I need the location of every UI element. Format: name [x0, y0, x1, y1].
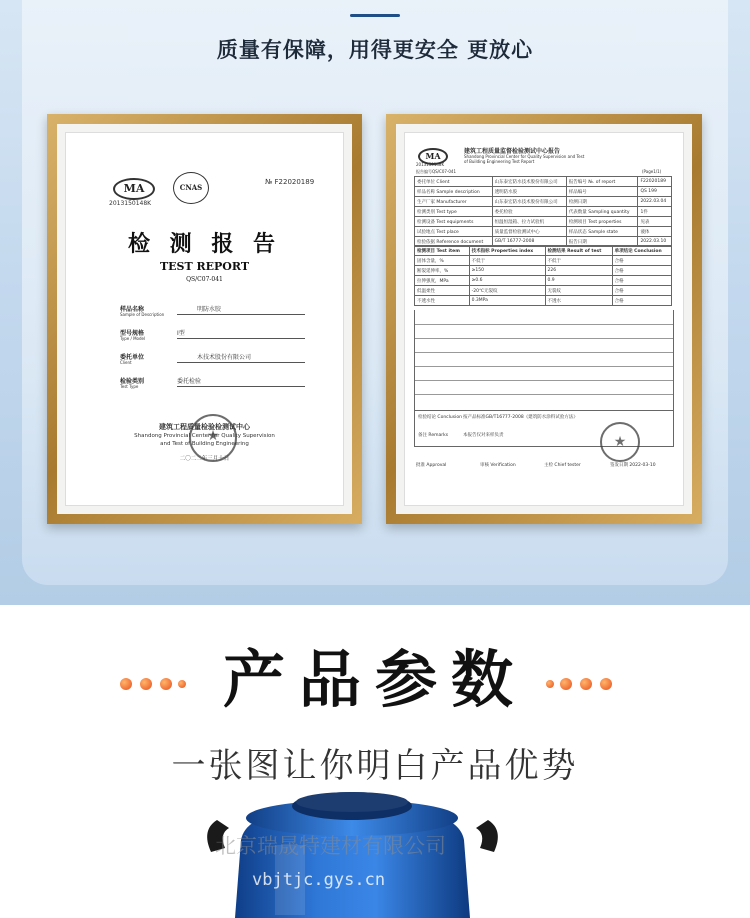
results-cell: 226	[545, 266, 612, 276]
results-cell: 不透水	[545, 296, 612, 306]
results-header-cell: 检测结果 Result of test	[545, 246, 612, 256]
sign-date: 签发日期 2022-03-10	[610, 463, 656, 468]
org-name-en-2: and Test of Building Engineering	[160, 441, 249, 447]
info-row	[415, 217, 672, 227]
info-cell: 2022.03.04	[638, 197, 672, 207]
info-cell: 报告编号 №. of report	[566, 177, 638, 187]
info-row	[415, 197, 672, 207]
conclusion-text: 按产品标准GB/T16777-2008《建筑防水涂料试验方法》	[463, 415, 578, 420]
row-line	[415, 352, 673, 353]
field-label-sample-en: Sample of Description	[120, 312, 165, 317]
cma-number: 2013150148K	[109, 200, 152, 207]
info-cell: QS 199	[638, 187, 672, 197]
info-table	[414, 176, 672, 247]
field-value-test-type-text: 委托检验	[177, 378, 202, 385]
results-cell: 合格	[612, 276, 671, 286]
cma-number: 2013150148K	[416, 162, 445, 167]
info-cell: 样品状态 Sample state	[566, 227, 638, 237]
info-cell: 恒温恒湿箱、拉力试验机	[492, 217, 566, 227]
row-line	[415, 338, 673, 339]
page-indicator: (Page1/1)	[642, 169, 662, 174]
results-cell: ≥150	[469, 266, 545, 276]
results-cell: 合格	[612, 286, 671, 296]
results-cell: 不透水性	[415, 296, 470, 306]
info-cell: 山东泰宏防水技术股份有限公司	[492, 197, 566, 207]
field-label-test-type-en: Test Type	[120, 384, 139, 389]
conclusion-label: 检验结论 Conclusion	[418, 415, 462, 420]
row-line	[415, 366, 673, 367]
results-cell: 低温柔性	[415, 286, 470, 296]
report-header-en-2: of Building Engineering Test Report	[464, 159, 535, 164]
field-value-client	[177, 352, 305, 363]
info-row	[415, 207, 672, 217]
results-header-cell: 技术指标 Properties index	[469, 246, 545, 256]
official-seal	[600, 422, 640, 462]
field-label-test-type: 检验类别	[120, 378, 145, 385]
report-code: QS/C07-041	[186, 276, 223, 283]
info-row	[415, 177, 672, 187]
site-watermark: vbjtjc.gys.cn	[252, 870, 386, 890]
info-cell: 山东泰宏防水技术股份有限公司	[492, 177, 566, 187]
info-cell: 质量监督检验测试中心	[492, 227, 566, 237]
decor-dot	[600, 678, 612, 690]
field-value-sample-text: 明防水胶	[197, 306, 222, 313]
info-row	[415, 187, 672, 197]
results-row	[415, 286, 672, 296]
sign-chief-tester: 主检 Chief tester	[544, 463, 581, 468]
remark-label: 备注 Remarks	[418, 433, 449, 438]
report-date: 二〇二二年三月十日	[179, 456, 230, 462]
results-cell: 合格	[612, 296, 671, 306]
field-label-model-en: Type / Model	[120, 336, 146, 341]
info-cell: 样品名称 Sample description	[415, 187, 493, 197]
report-header-en-1: Shandong Provincial Center for Quality Supervision and Test	[464, 154, 585, 159]
results-row	[415, 256, 672, 266]
info-cell: 试验地点 Test place	[415, 227, 493, 237]
decor-dot	[546, 680, 554, 688]
info-row	[415, 227, 672, 237]
frame-mat	[57, 124, 352, 514]
results-cell: 无裂纹	[545, 286, 612, 296]
info-cell: 检验依据 Reference document	[415, 237, 493, 247]
results-cell: 拉伸强度，MPa	[415, 276, 470, 286]
left-certificate-frame	[47, 114, 362, 524]
cma-logo: MA	[418, 148, 448, 165]
test-report-cover	[65, 132, 344, 506]
blank-rows-area	[414, 310, 674, 411]
results-table-head	[415, 246, 672, 256]
field-value-test-type	[177, 376, 305, 387]
barrel-cap	[296, 792, 408, 812]
info-cell: 见表	[638, 217, 672, 227]
cma-logo: MA	[113, 178, 155, 200]
decor-dot	[140, 678, 152, 690]
results-header-cell: 检测项目 Test item	[415, 246, 470, 256]
field-value-model-text: I型	[177, 330, 185, 337]
decor-dot	[580, 678, 592, 690]
results-cell: 0.9	[545, 276, 612, 286]
barrel-handle-right	[476, 820, 498, 852]
section-header-title: 质量有保障，用得更安全 更放心	[216, 38, 534, 62]
field-label-sample: 样品名称	[120, 306, 145, 313]
results-row	[415, 276, 672, 286]
report-number: № F22020189	[265, 178, 315, 186]
decor-dot	[120, 678, 132, 690]
field-value-model	[177, 328, 305, 339]
results-cell: 不低于	[469, 256, 545, 266]
report-title-cn: 检 测 报 告	[128, 231, 281, 257]
info-cell: 检测设备 Test equipments	[415, 217, 493, 227]
info-cell: 检测类别 Test type	[415, 207, 493, 217]
info-cell: 报告日期	[566, 237, 638, 247]
field-label-client: 委托单位	[120, 354, 145, 361]
results-cell: 合格	[612, 256, 671, 266]
test-report-detail	[404, 132, 684, 506]
sign-verification: 审核 Verification	[480, 463, 516, 468]
results-header-cell: 单项结论 Conclusion	[612, 246, 671, 256]
results-cell: 不低于	[545, 256, 612, 266]
row-line	[415, 324, 673, 325]
field-label-model: 型号规格	[120, 330, 145, 337]
remark-text: 本报告仅对来样负责	[463, 433, 504, 438]
results-cell: 合格	[612, 266, 671, 276]
results-table-body	[415, 256, 672, 306]
results-row	[415, 266, 672, 276]
info-cell: 液体	[638, 227, 672, 237]
report-number-label: 报告编号QS/C07-041	[416, 169, 456, 174]
decor-dot	[560, 678, 572, 690]
field-value-sample	[177, 304, 305, 315]
results-cell: 断裂延伸率，%	[415, 266, 470, 276]
info-cell: 透明防水胶	[492, 187, 566, 197]
info-cell: 检测日期	[566, 197, 638, 207]
decor-dots-left	[120, 678, 190, 692]
results-row	[415, 296, 672, 306]
org-name-cn: 建筑工程质量检验检测试中心	[159, 423, 250, 431]
info-cell: 1件	[638, 207, 672, 217]
results-cell: -20℃无裂纹	[469, 286, 545, 296]
decor-dots-right	[546, 678, 616, 692]
cnas-logo: CNAS	[173, 172, 209, 204]
field-value-client-text: 木技术股份有限公司	[197, 354, 252, 361]
frame-mat	[396, 124, 692, 514]
info-cell: 2022.03.10	[638, 237, 672, 247]
row-line	[415, 380, 673, 381]
results-cell: 固体含量，%	[415, 256, 470, 266]
info-table-body	[415, 177, 672, 247]
info-cell: 委托单位 Client	[415, 177, 493, 187]
field-label-client-en: Client	[120, 360, 132, 365]
row-line	[415, 394, 673, 395]
results-cell: 0.3MPa	[469, 296, 545, 306]
product-params-title: 产品参数	[222, 643, 527, 716]
decor-dot	[178, 680, 186, 688]
right-certificate-frame	[386, 114, 702, 524]
sign-approval: 批准 Approval	[416, 463, 447, 468]
info-cell: 委托检验	[492, 207, 566, 217]
company-watermark: 北京瑞晟特建材有限公司	[215, 834, 446, 858]
info-cell: GB/T 16777-2008	[492, 237, 566, 247]
results-table	[414, 245, 672, 306]
results-cell: ≥0.6	[469, 276, 545, 286]
report-header-cn: 建筑工程质量监督检验测试中心报告	[464, 148, 561, 155]
report-title-en: TEST REPORT	[159, 260, 250, 273]
info-cell: 样品编号	[566, 187, 638, 197]
accent-bar	[350, 14, 400, 17]
org-name-en-1: Shandong Provincial Center for Quality Supervision	[134, 433, 275, 439]
info-cell: 检测项目 Test properties	[566, 217, 638, 227]
info-cell: 代表数量 Sampling quantity	[566, 207, 638, 217]
info-cell: F22020189	[638, 177, 672, 187]
product-params-subtitle: 一张图让你明白产品优势	[171, 746, 579, 786]
decor-dot	[160, 678, 172, 690]
info-cell: 生产厂家 Manufacturer	[415, 197, 493, 207]
